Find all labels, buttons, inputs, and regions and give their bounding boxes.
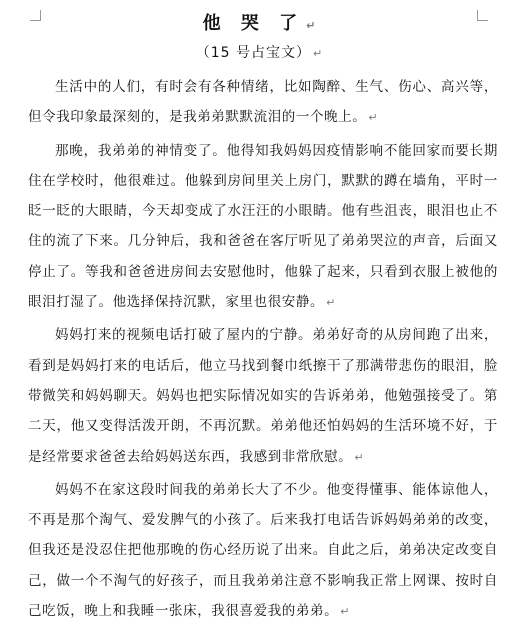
document-title <box>0 14 518 36</box>
paragraph-text: 那晚，我弟弟的神情变了。他得知我妈妈因疫情影响不能回家而要长期住在学校时，他很难过。他躲到房间里关上房门，默默的蹲在墙角，平时一眨一眨的大眼睛，今天却变成了水汪汪的小眼睛。他有些沮丧，眼泪也止不住的流了下来。几分钟后，我和爸爸在客厅听见了弟弟哭泣的声音，后面又停止了。等我和爸爸进房间去安慰他时，他躲了起来，只看到衣服上被他的眼泪打湿了。他选择保持沉默，家里也很安静。 <box>28 142 498 311</box>
paragraph-text: 妈妈不在家这段时间我的弟弟长大了不少。他变得懂事、能体谅他人，不再是那个淘气、爱发脾气的小孩了。后来我打电话告诉妈妈弟弟的改变，但我还是没忍住把他那晚的伤心经历说了出来。自此之后，弟弟决定改变自己，做一个不淘气的好孩子，而且我弟弟注意不影响我正常上网课、按时自己吃饭，晚上和我睡一张床，我很喜爱我的弟弟。 <box>28 481 498 620</box>
paragraph-mark-icon: ↵ <box>368 111 378 125</box>
paragraph-4 <box>28 475 498 627</box>
paragraph-text: 生活中的人们，有时会有各种情绪，比如陶醉、生气、伤心、高兴等，但令我印象最深刻的，是我弟弟默默流泪的一个晚上。 <box>28 79 498 126</box>
paragraph-1 <box>28 72 498 134</box>
paragraph-mark-icon: ↵ <box>313 47 323 60</box>
paragraph-2 <box>28 136 498 319</box>
paragraph-mark-icon: ↵ <box>354 450 364 464</box>
document-body <box>28 72 498 629</box>
subtitle-text: （15 号占宝文） <box>195 45 312 61</box>
paragraph-mark-icon: ↵ <box>340 605 350 619</box>
paragraph-mark-icon: ↵ <box>326 296 336 310</box>
title-text: 他 哭 了 <box>202 13 305 34</box>
paragraph-text: 妈妈打来的视频电话打破了屋内的宁静。弟弟好奇的从房间跑了出来，看到是妈妈打来的电话后，他立马找到餐巾纸擦干了那满带悲伤的眼泪，脸带微笑和妈妈聊天。妈妈也把实际情况如实的告诉弟弟，他勉强接受了。第二天，他又变得活泼开朗，不再沉默。弟弟他还怕妈妈的生活环境不好，于是经常要求爸爸去给妈妈送东西，我感到非常欣慰。 <box>28 327 498 465</box>
paragraph-3 <box>28 320 498 472</box>
document-subtitle <box>0 44 518 63</box>
paragraph-mark-icon: ↵ <box>306 19 316 32</box>
